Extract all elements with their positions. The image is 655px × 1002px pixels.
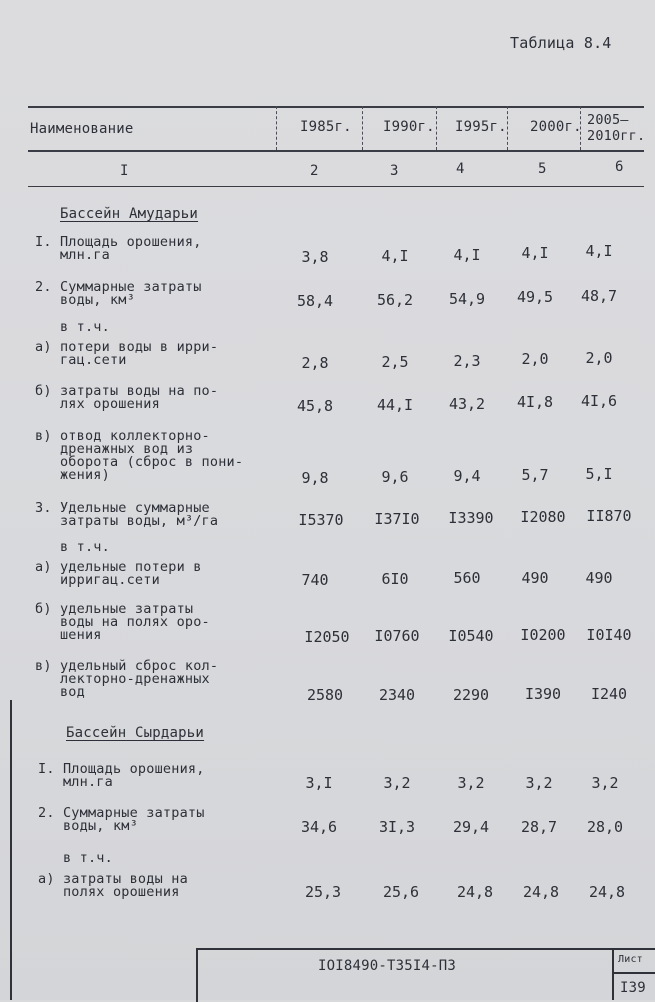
- table-cell: 4,I: [585, 242, 613, 260]
- column-header-year: I990г.: [383, 119, 435, 135]
- row-label: в т.ч.: [35, 319, 110, 335]
- row-label: а) затраты воды на полях орошения: [38, 871, 188, 900]
- table-cell: 58,4: [296, 292, 334, 310]
- table-cell: 3I,3: [378, 818, 416, 836]
- row-label: а) удельные потери в ирригац.сети: [35, 559, 202, 588]
- table-cell: 2580: [306, 686, 344, 704]
- table-cell: 2,3: [453, 352, 481, 370]
- table-cell: 2,8: [301, 354, 329, 372]
- column-number: 4: [456, 161, 465, 177]
- table-label: Таблица 8.4: [510, 34, 612, 52]
- table-cell: 4I,6: [580, 392, 618, 410]
- column-header-name: Наименование: [30, 121, 134, 137]
- sheet-number: I39: [620, 980, 646, 996]
- table-cell: 49,5: [516, 288, 554, 306]
- column-number: 2: [310, 163, 319, 179]
- header-divider: [507, 106, 509, 150]
- table-cell: 29,4: [452, 818, 490, 836]
- header-divider: [276, 106, 278, 150]
- table-cell: I2050: [304, 628, 350, 646]
- table-cell: 3,2: [457, 774, 485, 792]
- table-cell: 3,2: [383, 774, 411, 792]
- colnum-rule: [28, 186, 644, 187]
- table-cell: 740: [301, 571, 329, 589]
- table-cell: 5,I: [585, 465, 613, 483]
- document-code: IOI8490-Т35I4-ПЗ: [318, 958, 457, 974]
- table-cell: I390: [524, 685, 562, 703]
- table-cell: 48,7: [580, 287, 618, 305]
- column-header-year: I995г.: [455, 119, 507, 135]
- header-top-rule: [28, 106, 644, 108]
- table-cell: I0540: [448, 627, 494, 645]
- table-cell: 56,2: [376, 291, 414, 309]
- table-cell: 2340: [378, 686, 416, 704]
- section-title: Бассейн Амударьи: [60, 206, 199, 222]
- table-cell: 3,2: [591, 774, 619, 792]
- table-cell: 4I,8: [516, 393, 554, 411]
- row-label: 2. Суммарные затраты воды, км³: [38, 805, 205, 834]
- table-cell: 25,6: [382, 883, 420, 901]
- table-cell: 45,8: [296, 397, 334, 415]
- header-bottom-rule: [28, 150, 644, 152]
- row-label: в) отвод коллекторно- дренажных вод из оборота (сброс в пони- жения): [35, 428, 244, 483]
- table-cell: I5370: [298, 511, 344, 529]
- table-cell: 9,4: [453, 467, 481, 485]
- table-cell: I0760: [374, 627, 420, 645]
- title-block-divider: [612, 972, 655, 974]
- table-cell: 34,6: [300, 818, 338, 836]
- table-cell: 9,6: [381, 468, 409, 486]
- column-number: 3: [390, 163, 399, 179]
- table-cell: 3,I: [305, 774, 333, 792]
- table-cell: 24,8: [522, 883, 560, 901]
- table-cell: I0I40: [586, 626, 632, 644]
- table-cell: 3,2: [525, 774, 553, 792]
- table-cell: 4,I: [521, 244, 549, 262]
- table-cell: I0200: [520, 626, 566, 644]
- column-header-year: 2005– 2010гг.: [587, 112, 646, 144]
- table-cell: 2,0: [585, 349, 613, 367]
- table-cell: 54,9: [448, 290, 486, 308]
- table-cell: I3390: [448, 509, 494, 527]
- header-divider: [436, 106, 438, 150]
- table-cell: 28,0: [586, 818, 624, 836]
- title-block-divider: [612, 948, 614, 1000]
- table-cell: 44,I: [376, 396, 414, 414]
- row-label: а) потери воды в ирри- гац.сети: [35, 339, 219, 368]
- table-cell: 490: [521, 569, 549, 587]
- table-cell: II870: [586, 507, 632, 525]
- table-cell: 2290: [452, 686, 490, 704]
- table-cell: 490: [585, 569, 613, 587]
- column-header-year: I985г.: [300, 119, 352, 135]
- row-label: I. Площадь орошения, млн.га: [35, 234, 202, 263]
- column-number: 6: [615, 159, 624, 175]
- row-label: в т.ч.: [38, 850, 113, 866]
- column-number: I: [120, 163, 129, 179]
- table-cell: 28,7: [520, 818, 558, 836]
- row-label: в т.ч.: [35, 539, 110, 555]
- table-cell: 6I0: [381, 570, 409, 588]
- row-label: б) затраты воды на по- лях орошения: [35, 383, 219, 412]
- table-cell: 5,7: [521, 466, 549, 484]
- row-label: в) удельный сброс кол- лекторно-дренажных вод: [35, 658, 219, 700]
- column-number: 5: [538, 161, 547, 177]
- table-cell: 4,I: [381, 247, 409, 265]
- table-cell: I240: [590, 685, 628, 703]
- title-block: [196, 948, 655, 1002]
- sheet-label: Лист: [618, 954, 643, 965]
- table-cell: 9,8: [301, 469, 329, 487]
- table-cell: 43,2: [448, 395, 486, 413]
- table-cell: I2080: [520, 508, 566, 526]
- section-title: Бассейн Сырдарьи: [66, 725, 205, 741]
- table-cell: 2,5: [381, 353, 409, 371]
- row-label: б) удельные затраты воды на полях оро- шения: [35, 601, 210, 643]
- row-label: 2. Суммарные затраты воды, км³: [35, 279, 202, 308]
- column-header-year: 2000г.: [530, 119, 582, 135]
- row-label: I. Площадь орошения, млн.га: [38, 761, 205, 790]
- header-divider: [362, 106, 364, 150]
- table-cell: 3,8: [301, 248, 329, 266]
- table-cell: I37I0: [374, 510, 420, 528]
- table-cell: 24,8: [588, 883, 626, 901]
- row-label: 3. Удельные суммарные затраты воды, м³/га: [35, 500, 219, 529]
- frame-border-left: [10, 700, 12, 1000]
- table-cell: 24,8: [456, 883, 494, 901]
- table-cell: 4,I: [453, 246, 481, 264]
- table-cell: 560: [453, 569, 481, 587]
- table-cell: 25,3: [304, 883, 342, 901]
- table-cell: 2,0: [521, 350, 549, 368]
